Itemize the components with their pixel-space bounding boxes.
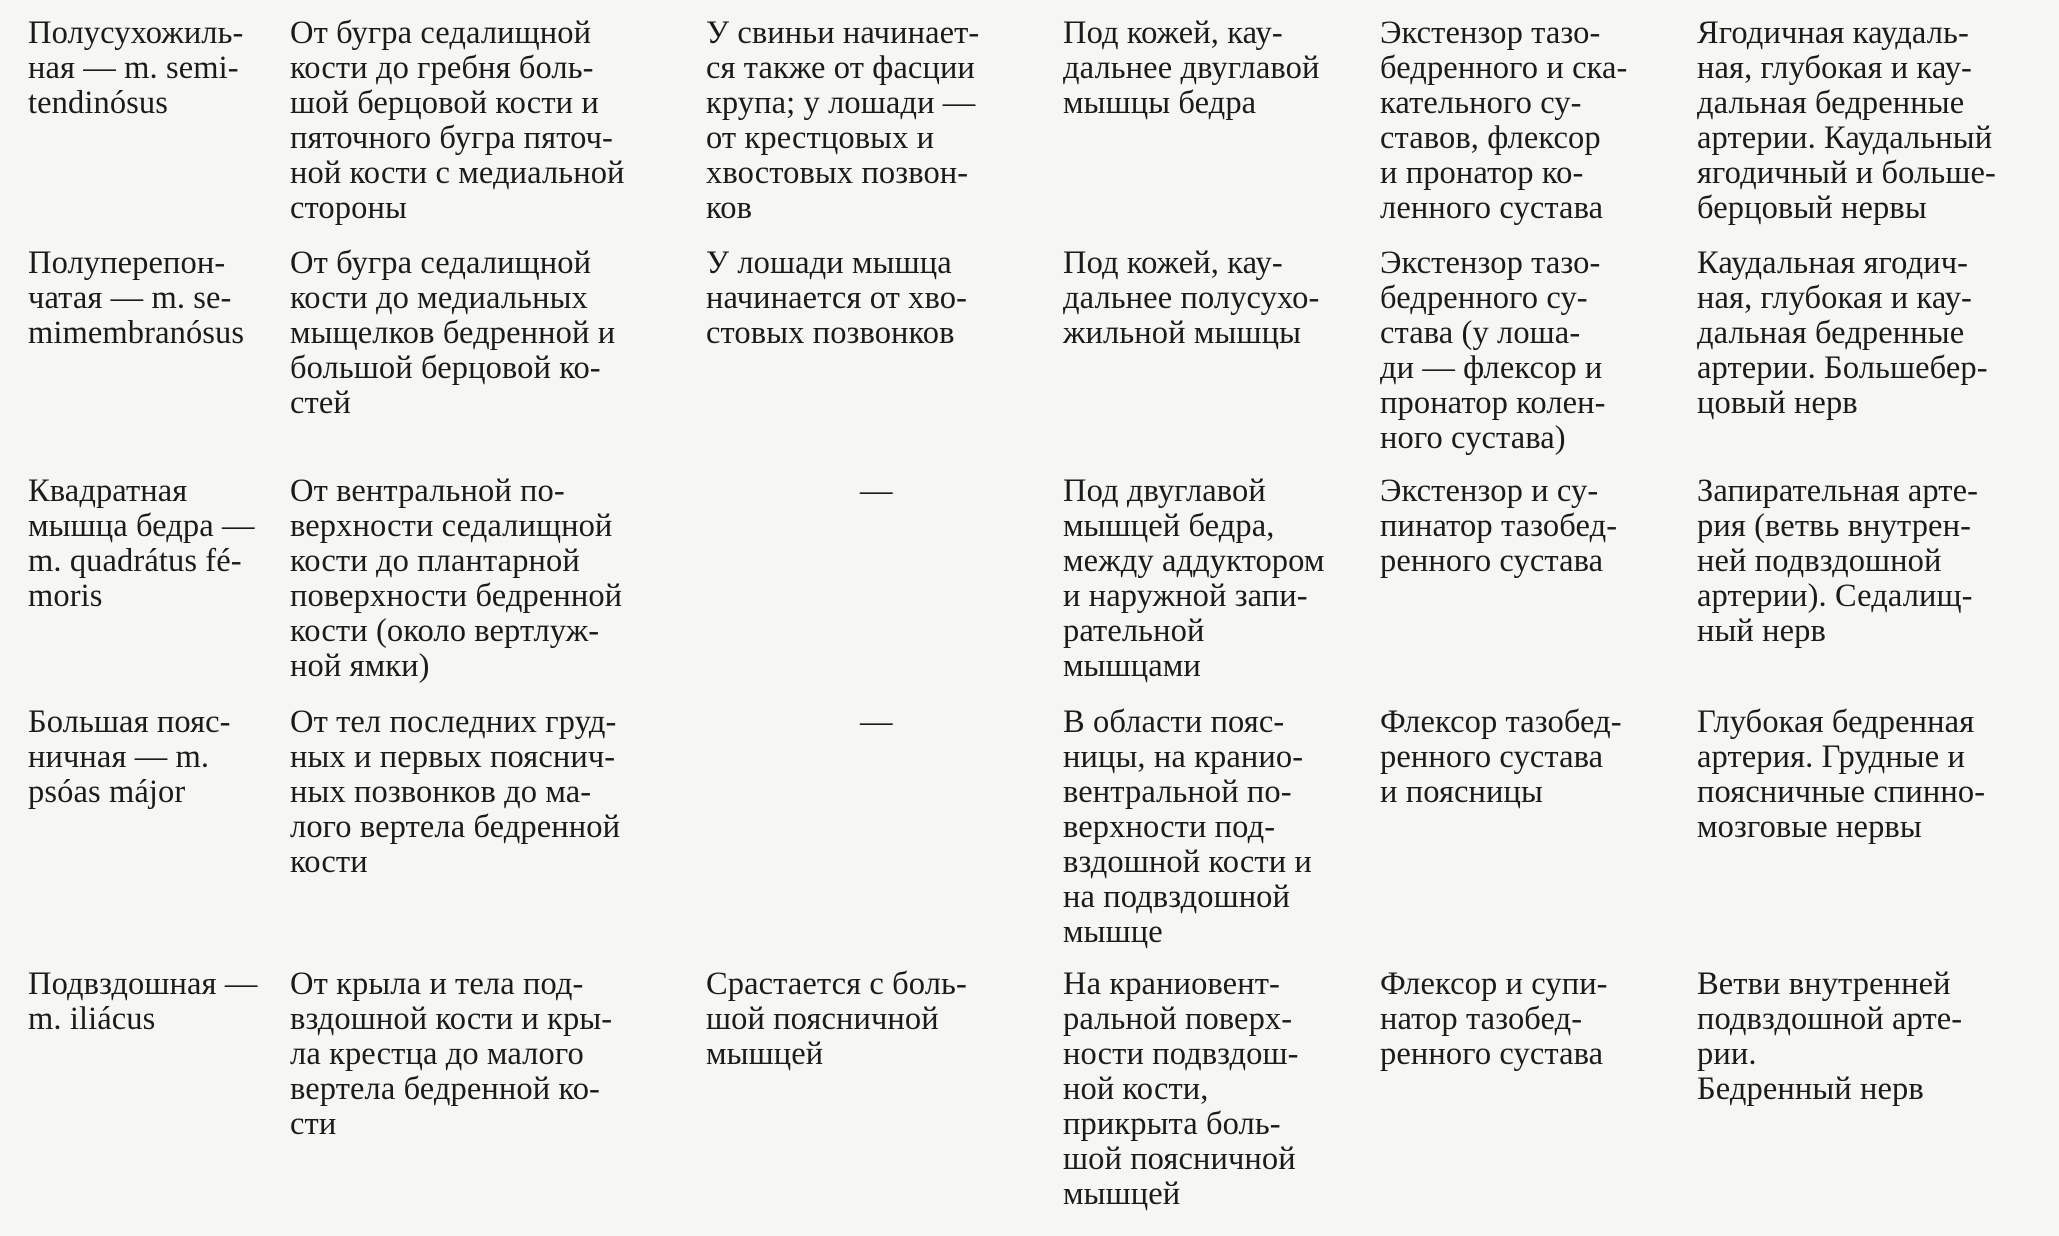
supply-cell: Каудальная ягодич- ная, глубокая и кау- дальная бедренные артерии. Большебер- цовый нерв <box>1697 245 1988 421</box>
muscle-name: Подвздошная — m. iliácus <box>28 966 258 1037</box>
function-cell: Флексор и супи- натор тазобед- ренного сустава <box>1380 966 1608 1072</box>
species-notes-cell: — <box>860 704 893 740</box>
function-cell: Флексор тазобед- ренного сустава и поясницы <box>1380 704 1622 810</box>
supply-cell: Запирательная арте- рия (ветвь внутрен- ней подвздошной артерии). Седалищ- ный нерв <box>1697 473 1979 649</box>
supply-cell: Ветви внутренней подвздошной арте- рии. Бедренный нерв <box>1697 966 1963 1107</box>
position-cell: На краниовент- ральной поверх- ности подвздош- ной кости, прикрыта боль- шой поясничной мышцей <box>1063 966 1299 1212</box>
supply-cell: Ягодичная каудаль- ная, глубокая и кау- дальная бедренные артерии. Каудальный ягодичный и больше- берцовый нервы <box>1697 15 1996 226</box>
species-notes-cell: У свиньи начинает- ся также от фасции крупа; у лошади — от крестцовых и хвостовых позвон- ков <box>706 15 980 226</box>
muscle-name: Квадратная мышца бедра — m. quadrátus fé- moris <box>28 473 255 614</box>
attachment-cell: От тел последних груд- ных и первых пояснич- ных позвонков до ма- лого вертела бедренной кости <box>290 704 621 880</box>
attachment-cell: От вентральной по- верхности седалищной кости до плантарной поверхности бедренной кости (около вертлуж- ной ямки) <box>290 473 623 684</box>
attachment-cell: От бугра седалищной кости до медиальных мыщелков бедренной и большой берцовой ко- стей <box>290 245 616 421</box>
supply-cell: Глубокая бедренная артерия. Грудные и поясничные спинно- мозговые нервы <box>1697 704 1986 845</box>
species-notes-cell: У лошади мышца начинается от хво- стовых позвонков <box>706 245 967 351</box>
position-cell: В области пояс- ницы, на кранио- вентральной по- верхности под- вздошной кости и на подвздошной мышце <box>1063 704 1312 950</box>
muscle-name: Полусухожиль- ная — m. semi- tendinósus <box>28 15 244 121</box>
function-cell: Экстензор и су- пинатор тазобед- ренного сустава <box>1380 473 1618 579</box>
species-notes-cell: Срастается с боль- шой поясничной мышцей <box>706 966 967 1072</box>
function-cell: Экстензор тазо- бедренного су- става (у лоша- ди — флексор и пронатор колен- ного сустава) <box>1380 245 1606 456</box>
position-cell: Под кожей, кау- дальнее полусухо- жильной мышцы <box>1063 245 1320 351</box>
attachment-cell: От бугра седалищной кости до гребня боль- шой берцовой кости и пяточного бугра пяточ- ной кости с медиальной стороны <box>290 15 625 226</box>
muscle-name: Полуперепон- чатая — m. se- mimembranósus <box>28 245 245 351</box>
attachment-cell: От крыла и тела под- вздошной кости и кры- ла крестца до малого вертела бедренной ко- сти <box>290 966 613 1142</box>
function-cell: Экстензор тазо- бедренного и ска- кательного су- ставов, флексор и пронатор ко- ленного сустава <box>1380 15 1628 226</box>
position-cell: Под двуглавой мышцей бедра, между аддуктором и наружной запи- рательной мышцами <box>1063 473 1325 684</box>
muscle-name: Большая пояс- ничная — m. psóas májor <box>28 704 231 810</box>
position-cell: Под кожей, кау- дальнее двуглавой мышцы бедра <box>1063 15 1320 121</box>
species-notes-cell: — <box>860 473 893 509</box>
